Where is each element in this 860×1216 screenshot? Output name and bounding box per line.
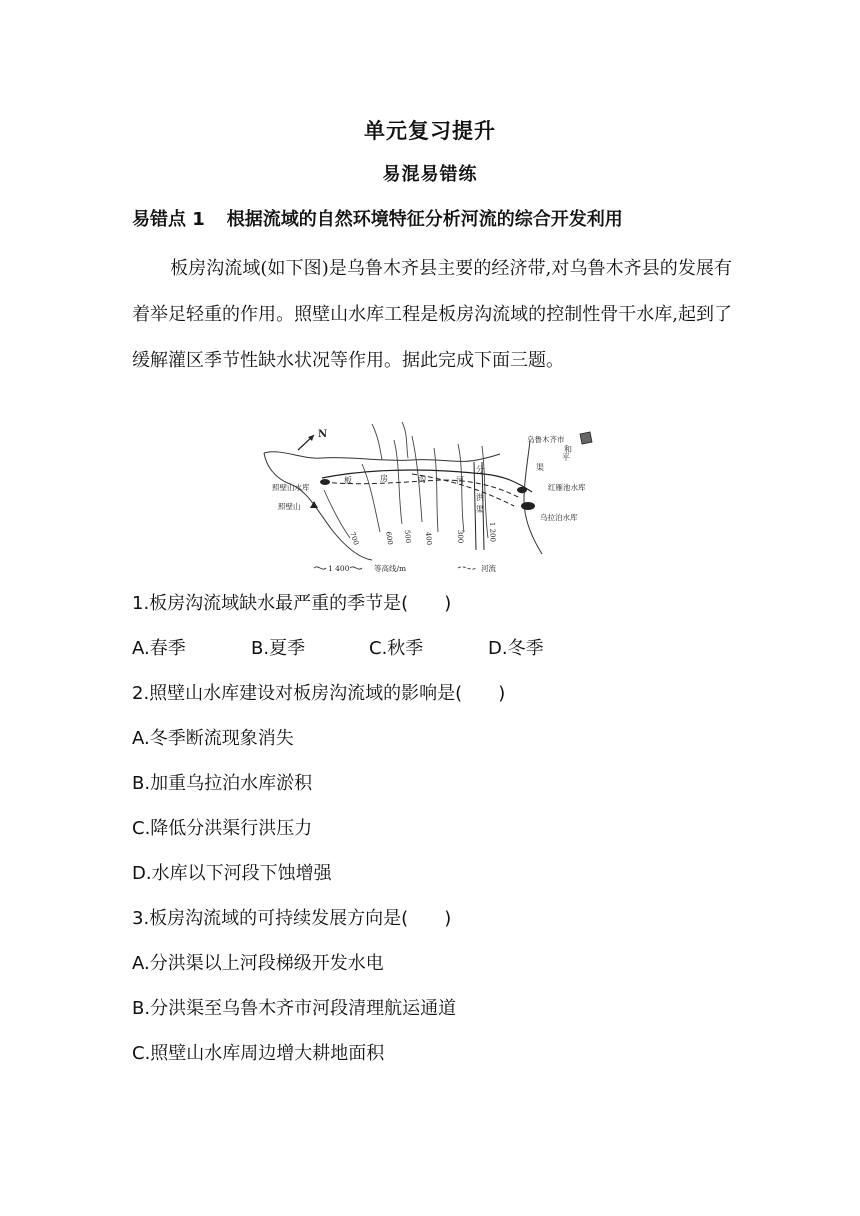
option-d: D.冬季 [488,638,544,659]
canal-char: 和 [564,445,572,454]
north-label: N [318,429,328,440]
river-char: 沟 [418,475,426,484]
river-char: 板 [344,476,352,485]
main-river [322,470,532,492]
option-b: B.加重乌拉泊水库淤积 [132,773,313,794]
option-a: A.分洪渠以上河段梯级开发水电 [132,953,384,974]
option-a: A.冬季断流现象消失 [132,728,294,749]
option-a: A.春季 [132,638,186,659]
mountain-peak-icon [310,501,318,508]
option-d: D.水库以下河段下蚀增强 [132,863,332,884]
legend-contour-label: 等高线/m [374,564,407,573]
page-subtitle: 易混易错练 [382,164,478,185]
question-1-stem: 1.板房沟流域缺水最严重的季节是( ) [132,593,452,614]
hongyanchi-reservoir-icon [517,487,527,493]
city-icon [580,432,592,444]
option-c: C.降低分洪渠行洪压力 [132,818,313,839]
contour-line [324,490,350,538]
legend-contour-value: 1 400 [328,564,350,573]
page-title: 单元复习提升 [364,119,496,143]
question-1-options [132,634,732,660]
contour-line [372,424,382,460]
legend-river-label: 河流 [481,564,496,573]
question-3-stem: 3.板房沟流域的可持续发展方向是( ) [132,908,452,929]
hongyanchi-reservoir-label: 红雁池水库 [548,483,586,492]
basin-map-figure [262,420,612,580]
zhaobishan-reservoir-icon [320,479,330,485]
diversion-char: 洪 [476,493,484,502]
river-char: 房 [380,474,388,483]
option-b: B.夏季 [251,638,306,659]
north-arrow-icon [298,435,314,450]
option-c: C.照壁山水库周边增大耕地面积 [132,1043,385,1064]
legend-river-icon [458,567,476,569]
section-title: 根据流域的自然环境特征分析河流的综合开发利用 [226,209,623,230]
contour-line [458,444,464,532]
river-char: 河 [456,476,464,485]
contour-label: 500 [403,529,413,544]
question-2-stem: 2.照壁山水库建设对板房沟流域的影响是( ) [132,683,506,704]
diversion-char: 分 [476,465,484,474]
intro-text: 板房沟流域(如下图)是乌鲁木齐县主要的经济带,对乌鲁木齐县的发展有着举足轻重的作用。照壁山水库工程是板房沟流域的控制性骨干水库,起到了缓解灌区季节性缺水状况等作用。据此完成下面三题。 [132,258,732,371]
section-label: 易错点 1 [132,209,205,230]
section-heading [132,205,623,231]
wulabo-reservoir-icon [521,502,535,510]
basin-map [262,420,612,580]
legend-contour-icon [314,567,326,569]
contour-label: 700 [348,530,361,547]
legend-contour-icon [350,567,362,569]
contour-line [362,464,380,532]
zhaobishan-mountain-label: 照壁山 [278,502,301,511]
canal-char: 渠 [536,463,544,472]
wulabo-reservoir-label: 乌拉泊水库 [540,513,578,522]
contour-line [402,422,408,458]
contour-label: 400 [424,531,434,546]
contour-label: 1 200 [488,521,497,543]
city-label: 乌鲁木齐市 [527,435,565,444]
option-c: C.秋季 [369,638,424,659]
east-river [524,440,542,554]
intro-paragraph [132,246,732,384]
contour-label: 600 [384,530,395,546]
option-b: B.分洪渠至乌鲁木齐市河段清理航运通道 [132,998,457,1019]
diversion-char: 渠 [476,505,484,514]
canal-char: 平 [562,453,570,462]
zhaobishan-reservoir-label: 照壁山水库 [272,483,310,492]
contour-label: 300 [456,529,465,544]
